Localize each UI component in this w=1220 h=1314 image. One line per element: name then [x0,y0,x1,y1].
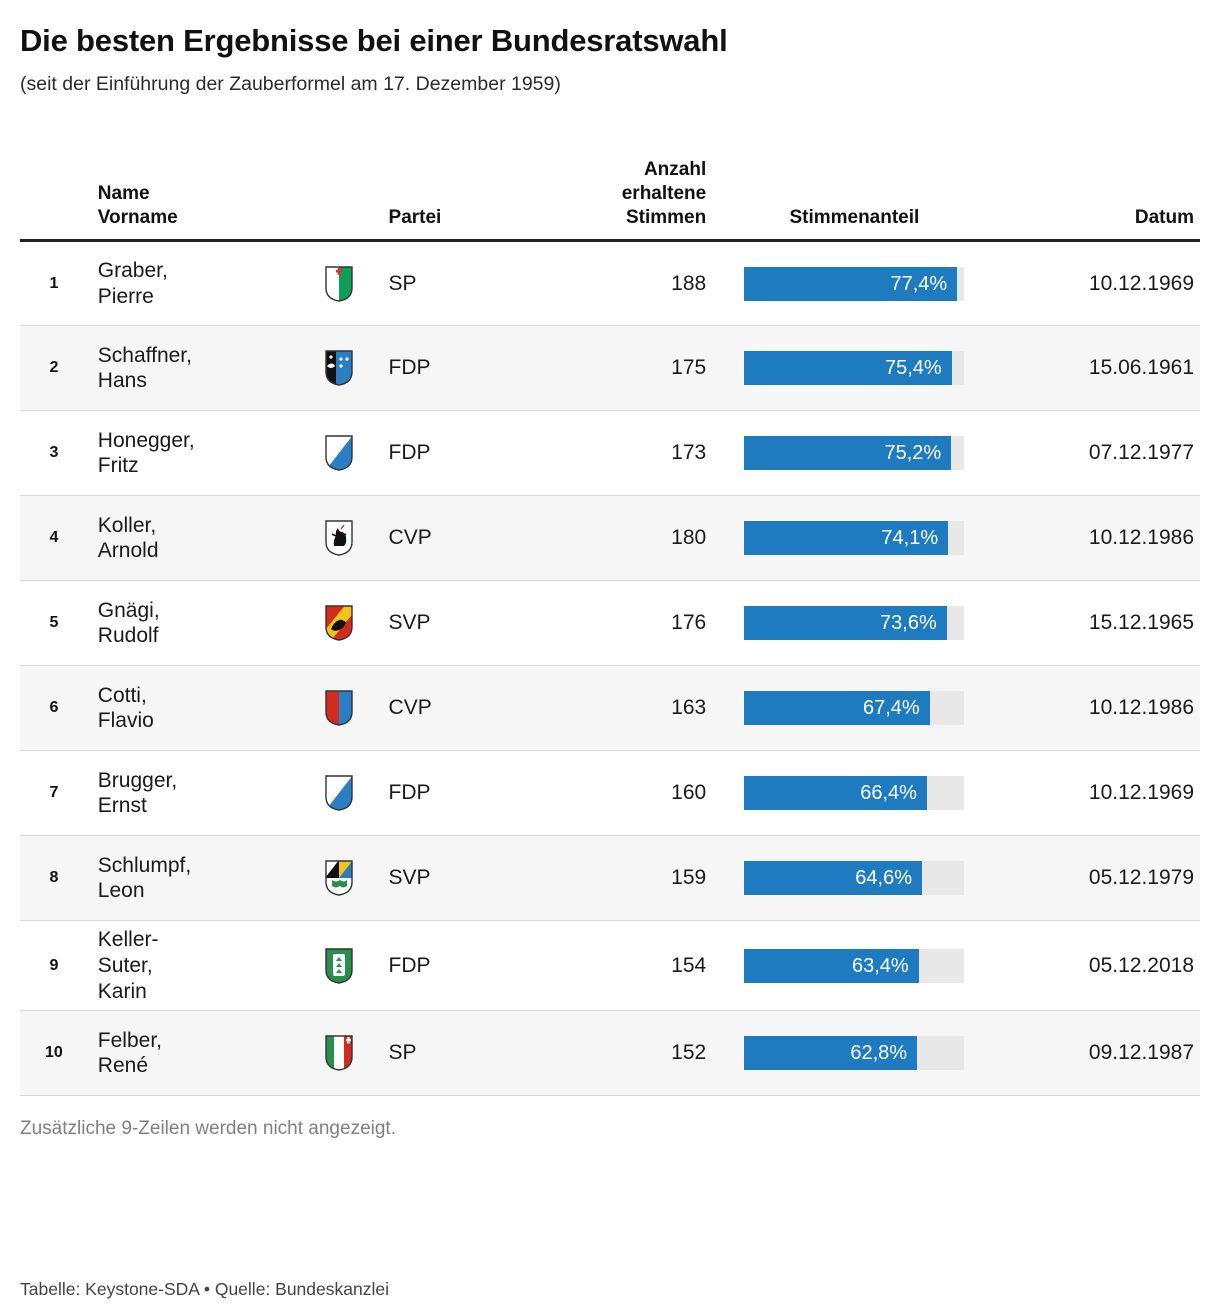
row-stimmen: 175 [671,356,707,380]
row-partei: SP [388,271,417,295]
row-partei: FDP [388,441,431,465]
page-title: Die besten Ergebnisse bei einer Bundesratswahl [20,23,728,58]
row-name [88,921,290,1011]
row-datum: 10.12.1986 [1088,696,1194,720]
aargau-crest [325,350,353,386]
bar-track [744,521,964,555]
row-name [88,836,290,921]
source-credit: Tabelle: Keystone-SDA • Quelle: Bundeskanzlei [20,1279,389,1299]
waadt-crest [325,266,353,302]
row-name [88,666,290,751]
row-name-line2: Flavio [97,709,154,733]
row-name-line2: René [97,1054,148,1078]
bar-value-label: 75,2% [884,442,942,465]
row-name [88,241,290,326]
row-name-line2: Rudolf [97,624,159,648]
column-header-datum: Datum [1134,206,1194,228]
row-rank: 1 [49,274,59,292]
appenzell-crest [325,520,353,556]
row-stimmen: 173 [671,441,707,465]
table-row [20,241,1200,326]
bar-value-label: 67,4% [863,697,920,720]
row-datum: 07.12.1977 [1088,441,1194,465]
table-row [20,751,1200,836]
row-crest [290,326,388,411]
row-anteil [712,496,996,581]
row-name-line1: Schaffner, [97,343,192,367]
row-anteil [712,326,996,411]
row-anteil [712,836,996,921]
footnote: Zusätzliche 9-Zeilen werden nicht angezeigt. [20,1118,396,1140]
row-crest [290,581,388,666]
row-crest [290,666,388,751]
row-partei: CVP [388,696,432,720]
tessin-crest [325,690,353,726]
stgallen-crest [325,948,353,984]
results-table [20,158,1200,1096]
row-name [88,496,290,581]
row-stimmen: 152 [671,1041,707,1065]
row-partei: CVP [388,526,432,550]
bar-track [744,691,964,725]
row-datum: 10.12.1969 [1088,781,1194,805]
row-stimmen: 163 [671,696,707,720]
row-crest [290,836,388,921]
row-rank: 6 [49,699,59,717]
row-name-line1: Cotti, [97,683,147,707]
bar-value-label: 64,6% [855,867,913,890]
row-rank: 8 [49,869,59,887]
row-name-line2: Leon [97,879,145,903]
row-anteil [712,921,996,1011]
row-partei: FDP [388,356,431,380]
page-subtitle: (seit der Einführung der Zauberformel am 17. Dezember 1959) [20,73,561,96]
row-datum: 15.06.1961 [1088,356,1194,380]
row-stimmen: 159 [671,866,707,890]
table-row [20,921,1200,1011]
row-name [88,581,290,666]
row-datum: 15.12.1965 [1088,611,1194,635]
bar-track [744,436,964,470]
bar-value-label: 75,4% [885,357,942,380]
row-name [88,411,290,496]
row-crest [290,496,388,581]
table-header [20,158,1200,241]
row-name-line1: Gnägi, [97,598,160,622]
bar-track [744,606,964,640]
row-name [88,751,290,836]
row-crest [290,241,388,326]
bar-track [744,1036,964,1070]
bar-track [744,776,964,810]
row-name-line2: Suter, [97,954,153,978]
zuerich-crest [325,435,353,471]
row-anteil [712,751,996,836]
column-header-name-line1: Name [97,182,150,204]
row-rank: 2 [49,359,59,377]
column-header-partei: Partei [388,206,442,228]
row-name-line2: Pierre [97,284,154,308]
row-rank: 5 [49,614,59,632]
row-name-line2: Hans [97,369,147,393]
column-header-crest [290,158,388,241]
row-name-line1: Koller, [97,513,157,537]
row-name-line2: Arnold [97,539,159,563]
row-crest [290,1011,388,1096]
row-name-line1: Honegger, [97,428,195,452]
row-name-line1: Felber, [97,1028,162,1052]
bar-value-label: 74,1% [881,527,939,550]
row-crest [290,411,388,496]
bar-value-label: 63,4% [852,954,909,977]
column-header-anteil: Stimmenanteil [789,206,920,228]
row-partei: FDP [388,953,431,977]
table-row [20,496,1200,581]
bar-value-label: 77,4% [890,272,948,295]
row-crest [290,921,388,1011]
row-anteil [712,241,996,326]
row-stimmen: 160 [671,781,707,805]
bar-track [744,861,964,895]
row-datum: 10.12.1969 [1088,271,1194,295]
bar-track [744,267,964,301]
column-header-name [88,158,290,241]
row-partei: SP [388,1041,417,1065]
row-name [88,1011,290,1096]
row-stimmen: 180 [671,526,707,550]
neuenburg-crest [325,1035,353,1071]
table-body [20,241,1200,1096]
table-row [20,836,1200,921]
row-stimmen: 176 [671,611,707,635]
row-name-line1: Schlumpf, [97,853,192,877]
row-name-line2: Fritz [97,454,139,478]
column-header-stimmen-line1: Anzahl [643,159,707,181]
bar-value-label: 66,4% [860,782,917,805]
row-datum: 05.12.1979 [1088,866,1194,890]
row-partei: SVP [388,611,431,635]
row-rank: 10 [45,1044,63,1062]
table-row [20,666,1200,751]
row-rank: 7 [49,784,59,802]
bar-value-label: 62,8% [850,1042,908,1065]
row-crest [290,751,388,836]
row-name [88,326,290,411]
row-anteil [712,1011,996,1096]
table-row [20,411,1200,496]
table-row [20,581,1200,666]
row-rank: 9 [49,956,59,974]
row-anteil [712,581,996,666]
row-name-line1: Graber, [97,259,168,283]
row-rank: 4 [49,529,59,547]
row-partei: SVP [388,866,431,890]
row-datum: 09.12.1987 [1088,1041,1194,1065]
row-stimmen: 188 [671,271,707,295]
row-stimmen: 154 [671,953,707,977]
table-row [20,1011,1200,1096]
row-datum: 10.12.1986 [1088,526,1194,550]
bar-track [744,351,964,385]
row-datum: 05.12.2018 [1088,953,1194,977]
row-anteil [712,666,996,751]
bar-value-label: 73,6% [880,612,937,635]
graubuenden-crest [325,860,353,896]
row-partei: FDP [388,781,431,805]
row-name-line2: Ernst [97,794,147,818]
row-rank: 3 [49,444,59,462]
column-header-name-line2: Vorname [97,206,178,228]
column-header-rank [20,158,88,241]
row-name-line3: Karin [97,979,147,1003]
column-header-stimmen-line2: erhaltene [621,182,707,204]
row-name-line1: Keller- [97,928,159,952]
zuerich-crest [325,775,353,811]
column-header-stimmen [520,158,712,241]
row-anteil [712,411,996,496]
bern-crest [325,605,353,641]
bar-track [744,949,964,983]
column-header-stimmen-line3: Stimmen [625,206,707,228]
row-name-line1: Brugger, [97,768,178,792]
table-row [20,326,1200,411]
